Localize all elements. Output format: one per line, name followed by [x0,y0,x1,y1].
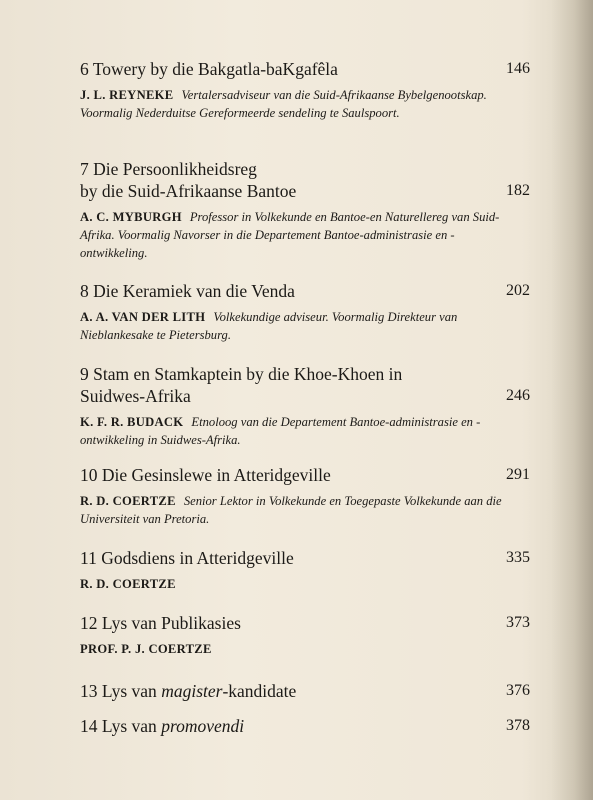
entry-title-italic: magister [161,681,223,701]
entry-number: 6 [80,59,89,79]
toc-entry-7 [80,158,530,262]
entry-title-text: Godsdiens in Atteridgeville [101,548,294,568]
entry-title[interactable] [80,363,530,407]
entry-page-number: 182 [506,182,530,199]
entry-title[interactable] [80,58,530,80]
author-description: Professor in Volkekunde en Bantoe-en Naturellereg van Suid-Afrika. Voormalig Navorser in die Departement Bantoe-administrasie en -ontwikkeling. [80,210,500,260]
entry-number: 7 [80,159,89,179]
entry-title-prefix: Lys van [101,681,157,701]
author-name: K. F. R. BUDACK [80,415,184,429]
entry-number: 8 [80,281,89,301]
entry-page-number: 146 [506,60,530,77]
toc-entry-10 [80,464,530,528]
entry-number: 13 [80,681,98,701]
entry-title[interactable] [80,158,530,202]
entry-page-number: 246 [506,387,530,404]
toc-entry-14 [80,715,530,737]
author-description: Etnoloog van die Departement Bantoe-administrasie en -ontwikkeling in Suidwes-Afrika. [80,415,481,447]
entry-page-number: 291 [506,466,530,483]
entry-number: 14 [80,716,98,736]
entry-author [80,492,530,528]
entry-title[interactable] [80,280,530,302]
author-description: Vertalersadviseur van die Suid-Afrikaanse Bybelgenootskap. Voormalig Nederduitse Gereformeerde sendeling te Saulspoort. [80,88,487,120]
author-name: A. A. VAN DER LITH [80,310,206,324]
author-name: J. L. REYNEKE [80,88,174,102]
entry-number: 9 [80,364,89,384]
author-description: Senior Lektor in Volkekunde en Toegepaste Volkekunde aan die Universiteit van Pretoria. [80,494,502,526]
entry-number: 11 [80,548,97,568]
entry-title[interactable] [80,547,530,569]
book-spine-shadow [551,0,593,800]
entry-title-line-2: Suidwes-Afrika [80,386,191,406]
author-name: R. D. COERTZE [80,577,176,591]
entry-title-text: Towery by die Bakgatla-baKgafêla [92,59,338,79]
entry-page-number: 202 [506,282,530,299]
entry-title-prefix: Lys van [101,716,157,736]
author-name: PROF. P. J. COERTZE [80,642,212,656]
toc-entry-11 [80,547,530,593]
entry-title-line-2: by die Suid-Afrikaanse Bantoe [80,181,297,201]
entry-author [80,575,530,593]
entry-title[interactable] [80,715,530,737]
toc-entry-13 [80,680,530,702]
author-name: R. D. COERTZE [80,494,176,508]
entry-author [80,413,530,449]
entry-title-suffix: -kandidate [222,681,297,701]
entry-author [80,308,530,344]
entry-title-line-1: Die Persoonlikheidsreg [93,159,257,179]
toc-entry-12 [80,612,530,658]
entry-title-text: Die Keramiek van die Venda [93,281,295,301]
entry-title-text: Lys van Publikasies [101,613,241,633]
entry-number: 12 [80,613,98,633]
entry-page-number: 335 [506,549,530,566]
entry-title-line-1: Stam en Stamkaptein by die Khoe-Khoen in [93,364,403,384]
entry-title[interactable] [80,680,530,702]
entry-title-italic: promovendi [161,716,245,736]
author-name: A. C. MYBURGH [80,210,182,224]
entry-author [80,208,530,262]
entry-page-number: 373 [506,614,530,631]
toc-entry-8 [80,280,530,344]
entry-title[interactable] [80,612,530,634]
toc-entry-9 [80,363,530,449]
entry-author [80,640,530,658]
entry-title-text: Die Gesinslewe in Atteridgeville [101,465,331,485]
entry-title[interactable] [80,464,530,486]
author-description: Volkekundige adviseur. Voormalig Direkteur van Nieblankesake te Pietersburg. [80,310,458,342]
toc-entry-6 [80,58,530,122]
entry-page-number: 378 [506,717,530,734]
entry-page-number: 376 [506,682,530,699]
entry-author [80,86,530,122]
entry-number: 10 [80,465,98,485]
